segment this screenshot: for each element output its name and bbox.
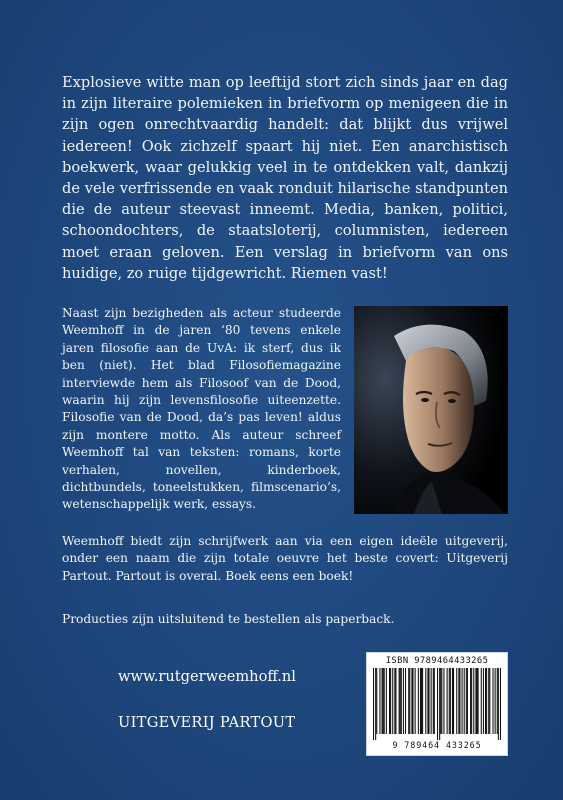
barcode-bar bbox=[386, 668, 387, 734]
barcode-bar bbox=[383, 668, 384, 734]
barcode-bar bbox=[433, 668, 434, 734]
barcode-bar bbox=[483, 668, 484, 734]
barcode-bar bbox=[497, 668, 498, 734]
barcode-bar bbox=[382, 668, 383, 734]
barcode-bar bbox=[376, 668, 377, 734]
author-portrait-image bbox=[354, 306, 508, 514]
barcode-bar bbox=[462, 668, 463, 734]
productions-note: Producties zijn uitsluitend te bestellen als paperback. bbox=[62, 612, 395, 626]
barcode-bar bbox=[488, 668, 489, 734]
barcode-bar bbox=[449, 668, 450, 734]
author-bio: Naast zijn bezigheden als acteur studeerde Weemhoff in de jaren ‘80 tevens enkele jaren filosofie aan de UvA: ik sterf, dus ik ben (niet). Het blad Filosofiemagazine interviewde hem als Filosoof van de Dood, waarin hij zijn levensfilosofie uiteenzette. Filosofie van de Dood, da’s pas leven! aldus zijn montere motto. Als auteur schreef Weemhoff tal van teksten: romans, korte verhalen, novellen, kinderboek, dichtbundels, toneelstukken, filmscenario’s, wetenschappelijk werk, essays. bbox=[62, 306, 341, 512]
barcode-bar bbox=[434, 668, 435, 734]
barcode-bar bbox=[466, 668, 467, 734]
isbn-label: ISBN 9789464433265 bbox=[385, 656, 489, 666]
barcode-bar bbox=[495, 668, 496, 734]
barcode-bar bbox=[439, 668, 440, 740]
barcode-bar bbox=[470, 668, 471, 734]
barcode-bar bbox=[458, 668, 459, 734]
barcode-bar bbox=[425, 668, 426, 734]
barcode-bar bbox=[443, 668, 444, 734]
barcode-bar bbox=[500, 668, 501, 740]
barcode-bar bbox=[420, 668, 421, 734]
barcode-bar bbox=[450, 668, 451, 734]
barcode-bar bbox=[375, 668, 376, 740]
barcode-digits: 9 789464 433265 bbox=[392, 740, 482, 750]
barcode-bar bbox=[400, 668, 401, 734]
publisher-description: Weemhoff biedt zijn schrijfwerk aan via een eigen ideële uitgeverij, onder een naam die zijn totale oeuvre het beste covert: Uitgeverij Partout. Partout is overal. Boek eens een boek! bbox=[62, 534, 508, 583]
book-blurb: Explosieve witte man op leeftijd stort zich sinds jaar en dag in zijn literaire polemieken in briefvorm op menigeen die in zijn ogen onrechtvaardig handelt: dat blijkt dus vrijwel iedereen! Ook zichzelf spaart hij niet. Een anarchistisch boekwerk, waar gelukkig veel in te ontdekken valt, dankzij de vele verfrissende en vaak ronduit hilarische standpunten die de auteur steevast inneemt. Media, banken, politici, schoondochters, de staatsloterij, columnisten, iedereen moet eraan geloven. Een verslag in briefvorm van ons huidige, zo ruige tijdgewricht. Riemen vast! bbox=[62, 74, 508, 282]
barcode-bar bbox=[401, 668, 402, 734]
barcode-bar bbox=[475, 668, 476, 734]
isbn-barcode bbox=[366, 652, 508, 756]
barcode-bar bbox=[403, 668, 404, 734]
barcode-bar bbox=[476, 668, 477, 734]
barcode-bar bbox=[492, 668, 493, 734]
barcode-bar bbox=[486, 668, 487, 734]
website-link[interactable]: www.rutgerweemhoff.nl bbox=[118, 668, 296, 685]
barcode-bar bbox=[390, 668, 391, 734]
barcode-bar bbox=[453, 668, 454, 734]
barcode-bar bbox=[498, 668, 499, 740]
barcode-bar bbox=[489, 668, 490, 734]
barcode-bar bbox=[428, 668, 429, 734]
barcode-bar bbox=[437, 668, 438, 740]
author-photo bbox=[354, 306, 508, 514]
barcode-bar bbox=[411, 668, 412, 734]
barcode-bar bbox=[440, 668, 441, 734]
barcode-bar bbox=[408, 668, 409, 734]
barcode-bar bbox=[418, 668, 419, 734]
barcode-bar bbox=[485, 668, 486, 734]
barcode-bar bbox=[405, 668, 406, 734]
barcode-bar bbox=[384, 668, 385, 734]
barcode-bar bbox=[412, 668, 413, 734]
barcode-bar bbox=[421, 668, 422, 734]
barcode-bar bbox=[392, 668, 393, 734]
barcode-bar bbox=[395, 668, 396, 734]
barcode-bars bbox=[373, 668, 501, 740]
barcode-bar bbox=[389, 668, 390, 734]
barcode-bar bbox=[415, 668, 416, 734]
barcode-bar bbox=[422, 668, 423, 734]
barcode-bar bbox=[481, 668, 482, 734]
barcode-bar bbox=[379, 668, 380, 734]
barcode-bar bbox=[399, 668, 400, 734]
barcode-bar bbox=[431, 668, 432, 734]
barcode-bar bbox=[447, 668, 448, 734]
barcode-bar bbox=[373, 668, 374, 740]
barcode-bar bbox=[459, 668, 460, 734]
barcode-bar bbox=[473, 668, 474, 734]
barcode-bar bbox=[464, 668, 465, 734]
barcode-bar bbox=[409, 668, 410, 734]
barcode-bar bbox=[456, 668, 457, 734]
barcode-bar bbox=[478, 668, 479, 734]
barcode-bar bbox=[467, 668, 468, 734]
barcode-bar bbox=[452, 668, 453, 734]
barcode-bar bbox=[394, 668, 395, 734]
barcode-bar bbox=[471, 668, 472, 734]
barcode-bar bbox=[441, 668, 442, 734]
barcode-bar bbox=[427, 668, 428, 734]
publisher-name: UITGEVERIJ PARTOUT bbox=[118, 714, 296, 731]
